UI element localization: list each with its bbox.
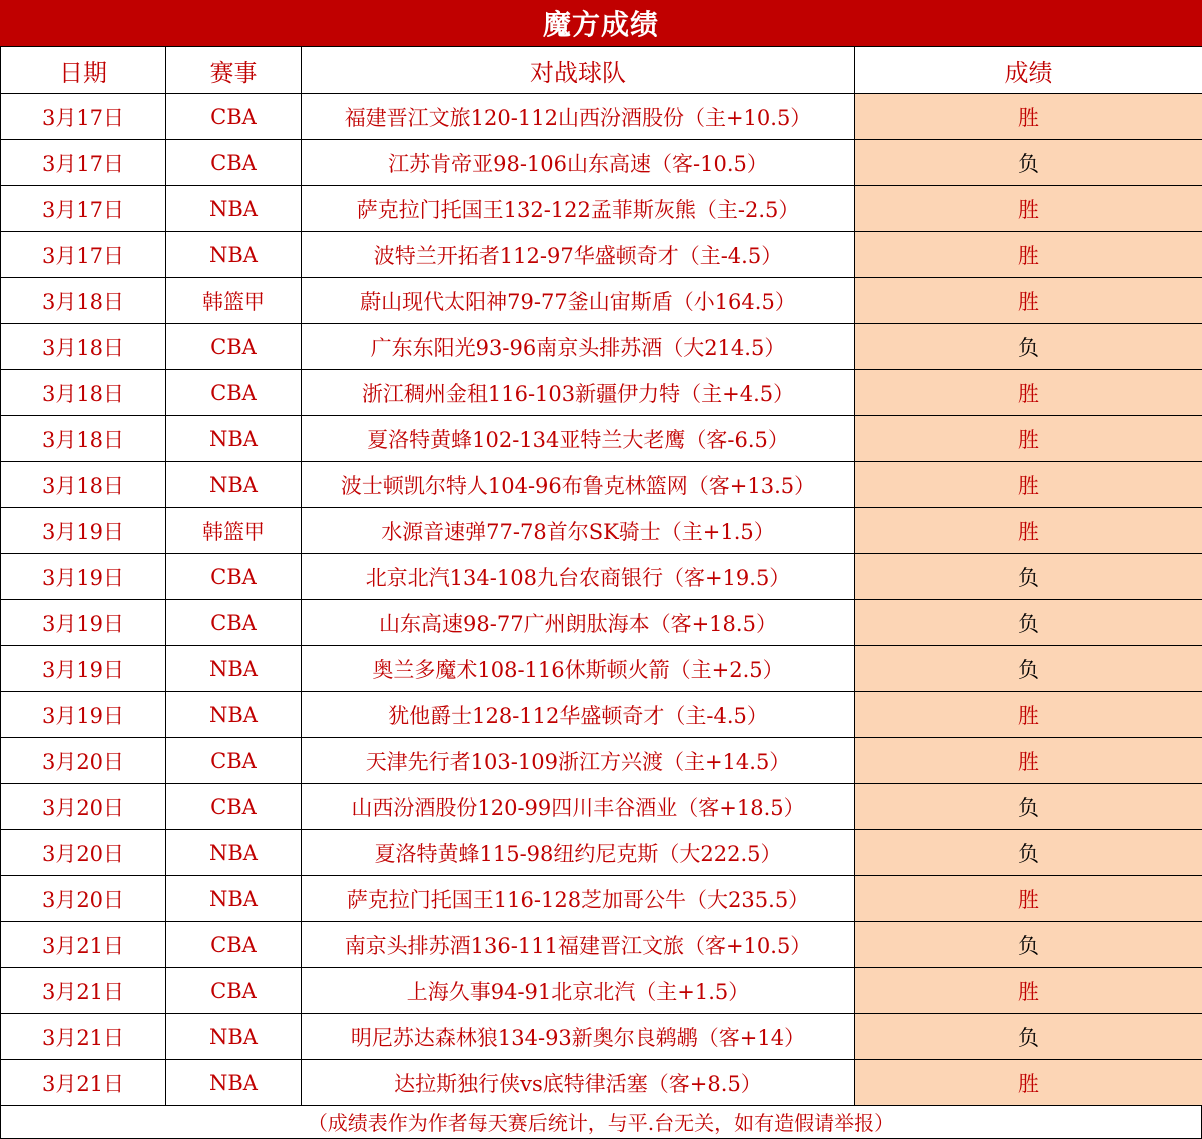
date-cell: 3月19日	[1, 600, 166, 646]
header-result: 成绩	[855, 47, 1202, 94]
table-row	[1, 968, 1202, 1014]
result-cell: 胜	[855, 738, 1202, 784]
result-cell: 胜	[855, 186, 1202, 232]
event-cell: NBA	[166, 462, 302, 508]
table-row	[1, 140, 1202, 186]
header-date: 日期	[1, 47, 166, 94]
event-cell: 韩篮甲	[166, 508, 302, 554]
table-row	[1, 508, 1202, 554]
result-cell: 负	[855, 646, 1202, 692]
event-cell: 韩篮甲	[166, 278, 302, 324]
date-cell: 3月20日	[1, 830, 166, 876]
date-cell: 3月21日	[1, 922, 166, 968]
table-row	[1, 646, 1202, 692]
result-cell: 胜	[855, 508, 1202, 554]
event-cell: CBA	[166, 922, 302, 968]
header-match: 对战球队	[302, 47, 855, 94]
event-cell: NBA	[166, 186, 302, 232]
table-row	[1, 692, 1202, 738]
date-cell: 3月20日	[1, 738, 166, 784]
date-cell: 3月19日	[1, 508, 166, 554]
result-cell: 负	[855, 1014, 1202, 1060]
table-row	[1, 1014, 1202, 1060]
footer-note: （成绩表作为作者每天赛后统计，与平.台无关，如有造假请举报）	[0, 1105, 1202, 1139]
header-row	[1, 47, 1202, 94]
table-row	[1, 554, 1202, 600]
result-cell: 负	[855, 922, 1202, 968]
event-cell: CBA	[166, 94, 302, 140]
match-cell: 萨克拉门托国王132-122孟菲斯灰熊（主-2.5）	[302, 186, 855, 232]
date-cell: 3月19日	[1, 646, 166, 692]
match-cell: 南京头排苏酒136-111福建晋江文旅（客+10.5）	[302, 922, 855, 968]
event-cell: CBA	[166, 554, 302, 600]
match-cell: 水源音速弹77-78首尔SK骑士（主+1.5）	[302, 508, 855, 554]
match-cell: 波士顿凯尔特人104-96布鲁克林篮网（客+13.5）	[302, 462, 855, 508]
date-cell: 3月17日	[1, 186, 166, 232]
event-cell: NBA	[166, 416, 302, 462]
result-cell: 胜	[855, 232, 1202, 278]
match-cell: 萨克拉门托国王116-128芝加哥公牛（大235.5）	[302, 876, 855, 922]
date-cell: 3月20日	[1, 876, 166, 922]
date-cell: 3月18日	[1, 278, 166, 324]
event-cell: NBA	[166, 1014, 302, 1060]
event-cell: CBA	[166, 370, 302, 416]
match-cell: 达拉斯独行侠vs底特律活塞（客+8.5）	[302, 1060, 855, 1106]
result-cell: 负	[855, 554, 1202, 600]
results-table	[0, 46, 1202, 1106]
match-cell: 山西汾酒股份120-99四川丰谷酒业（客+18.5）	[302, 784, 855, 830]
result-cell: 负	[855, 324, 1202, 370]
result-cell: 负	[855, 784, 1202, 830]
date-cell: 3月18日	[1, 370, 166, 416]
match-cell: 上海久事94-91北京北汽（主+1.5）	[302, 968, 855, 1014]
table-row	[1, 784, 1202, 830]
date-cell: 3月18日	[1, 416, 166, 462]
date-cell: 3月19日	[1, 692, 166, 738]
match-cell: 明尼苏达森林狼134-93新奥尔良鹈鹕（客+14）	[302, 1014, 855, 1060]
header-event: 赛事	[166, 47, 302, 94]
result-cell: 负	[855, 830, 1202, 876]
result-cell: 胜	[855, 968, 1202, 1014]
results-body	[1, 94, 1202, 1106]
result-cell: 胜	[855, 1060, 1202, 1106]
event-cell: CBA	[166, 324, 302, 370]
match-cell: 蔚山现代太阳神79-77釜山宙斯盾（小164.5）	[302, 278, 855, 324]
table-row	[1, 876, 1202, 922]
result-cell: 胜	[855, 278, 1202, 324]
date-cell: 3月18日	[1, 324, 166, 370]
table-row	[1, 278, 1202, 324]
event-cell: NBA	[166, 232, 302, 278]
event-cell: NBA	[166, 692, 302, 738]
match-cell: 福建晋江文旅120-112山西汾酒股份（主+10.5）	[302, 94, 855, 140]
event-cell: CBA	[166, 140, 302, 186]
result-cell: 胜	[855, 94, 1202, 140]
match-cell: 天津先行者103-109浙江方兴渡（主+14.5）	[302, 738, 855, 784]
date-cell: 3月20日	[1, 784, 166, 830]
match-cell: 夏洛特黄蜂115-98纽约尼克斯（大222.5）	[302, 830, 855, 876]
table-row	[1, 370, 1202, 416]
date-cell: 3月18日	[1, 462, 166, 508]
event-cell: NBA	[166, 646, 302, 692]
result-cell: 胜	[855, 416, 1202, 462]
event-cell: CBA	[166, 968, 302, 1014]
table-row	[1, 462, 1202, 508]
table-row	[1, 324, 1202, 370]
match-cell: 夏洛特黄蜂102-134亚特兰大老鹰（客-6.5）	[302, 416, 855, 462]
event-cell: NBA	[166, 876, 302, 922]
date-cell: 3月17日	[1, 94, 166, 140]
event-cell: CBA	[166, 738, 302, 784]
result-cell: 胜	[855, 692, 1202, 738]
date-cell: 3月21日	[1, 968, 166, 1014]
result-cell: 胜	[855, 876, 1202, 922]
result-cell: 胜	[855, 370, 1202, 416]
table-row	[1, 94, 1202, 140]
date-cell: 3月17日	[1, 140, 166, 186]
event-cell: NBA	[166, 830, 302, 876]
date-cell: 3月19日	[1, 554, 166, 600]
match-cell: 波特兰开拓者112-97华盛顿奇才（主-4.5）	[302, 232, 855, 278]
table-row	[1, 922, 1202, 968]
event-cell: CBA	[166, 600, 302, 646]
table-row	[1, 232, 1202, 278]
table-row	[1, 600, 1202, 646]
match-cell: 山东高速98-77广州朗肽海本（客+18.5）	[302, 600, 855, 646]
match-cell: 广东东阳光93-96南京头排苏酒（大214.5）	[302, 324, 855, 370]
date-cell: 3月21日	[1, 1060, 166, 1106]
table-row	[1, 830, 1202, 876]
date-cell: 3月21日	[1, 1014, 166, 1060]
result-cell: 负	[855, 600, 1202, 646]
result-cell: 负	[855, 140, 1202, 186]
match-cell: 奥兰多魔术108-116休斯顿火箭（主+2.5）	[302, 646, 855, 692]
match-cell: 北京北汽134-108九台农商银行（客+19.5）	[302, 554, 855, 600]
table-row	[1, 416, 1202, 462]
event-cell: CBA	[166, 784, 302, 830]
event-cell: NBA	[166, 1060, 302, 1106]
match-cell: 犹他爵士128-112华盛顿奇才（主-4.5）	[302, 692, 855, 738]
result-cell: 胜	[855, 462, 1202, 508]
table-row	[1, 738, 1202, 784]
table-row	[1, 1060, 1202, 1106]
table-row	[1, 186, 1202, 232]
match-cell: 江苏肯帝亚98-106山东高速（客-10.5）	[302, 140, 855, 186]
sheet-title: 魔方成绩	[0, 0, 1202, 46]
date-cell: 3月17日	[1, 232, 166, 278]
match-cell: 浙江稠州金租116-103新疆伊力特（主+4.5）	[302, 370, 855, 416]
